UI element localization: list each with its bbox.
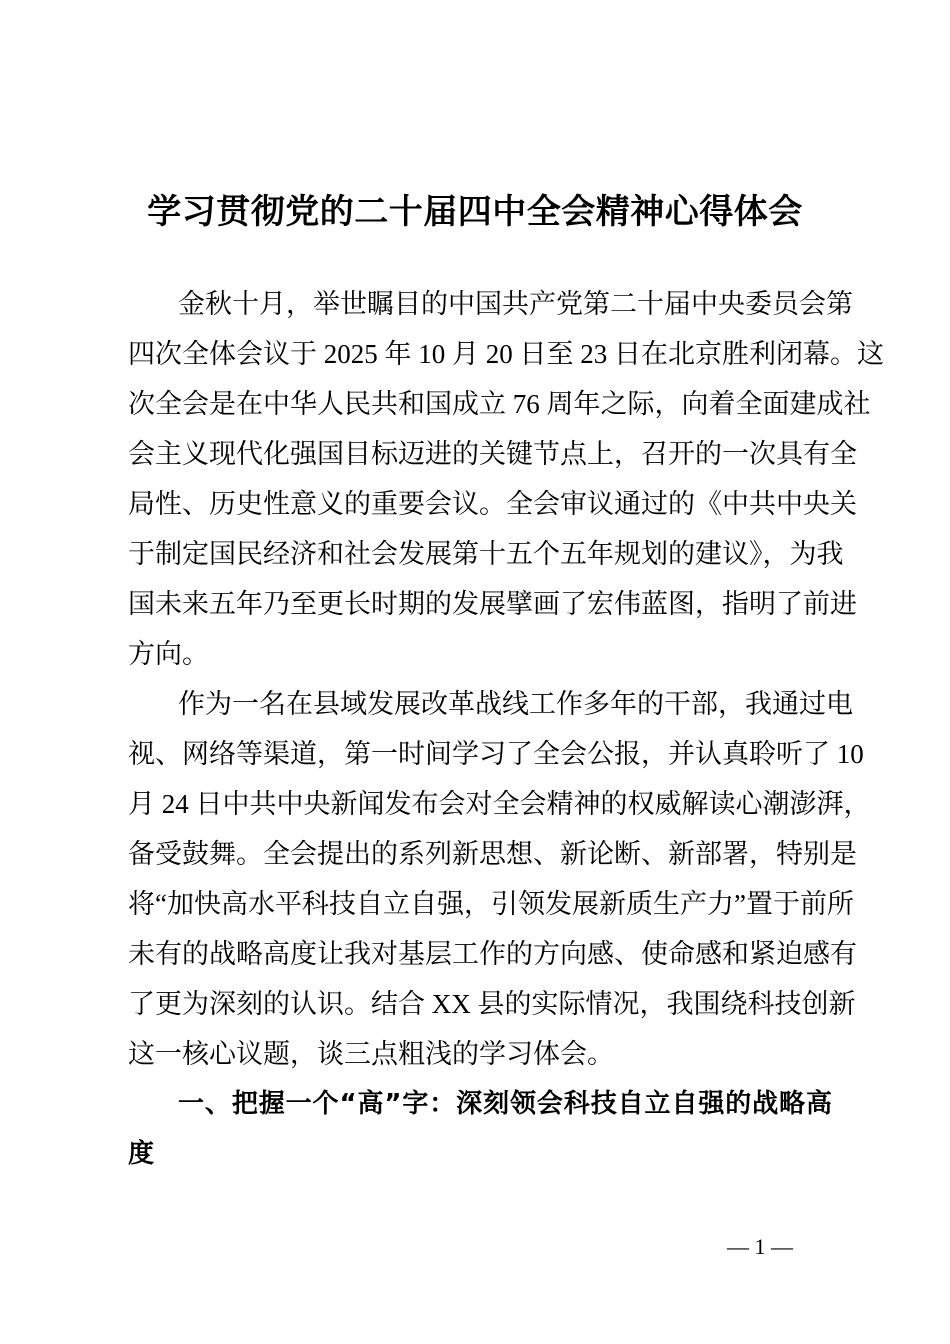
document-body <box>128 279 884 1179</box>
text-line: 次全会是在中华人民共和国成立 76 周年之际，向着全面建成社 <box>128 389 871 419</box>
text-line: 备受鼓舞。全会提出的系列新思想、新论断、新部署，特别是 <box>128 839 857 869</box>
heading-line: 度 <box>128 1139 155 1169</box>
text-line: 金秋十月，举世瞩目的中国共产党第二十届中央委员会第 <box>178 289 853 319</box>
paragraph-intro <box>128 279 884 679</box>
paragraph-reflection <box>128 679 871 1079</box>
text-line: 这一核心议题，谈三点粗浅的学习体会。 <box>128 1039 614 1069</box>
text-line: 作为一名在县域发展改革战线工作多年的干部，我通过电 <box>178 689 853 719</box>
text-line: 国未来五年乃至更长时期的发展擘画了宏伟蓝图，指明了前进 <box>128 589 857 619</box>
heading-line: 一、把握一个“高”字：深刻领会科技自立自强的战略高 <box>178 1089 832 1119</box>
text-line: 未有的战略高度让我对基层工作的方向感、使命感和紧迫感有 <box>128 939 857 969</box>
text-line: 四次全体会议于 2025 年 10 月 20 日至 23 日在北京胜利闭幕。这 <box>128 339 884 369</box>
page-number: — 1 — <box>727 1234 793 1259</box>
section-heading-1 <box>128 1079 832 1179</box>
document-title: 学习贯彻党的二十届四中全会精神心得体会 <box>147 192 803 232</box>
text-line: 方向。 <box>128 639 209 669</box>
text-line: 月 24 日中共中央新闻发布会对全会精神的权威解读心潮澎湃， <box>128 789 871 819</box>
text-line: 于制定国民经济和社会发展第十五个五年规划的建议》，为我 <box>128 539 844 569</box>
text-line: 局性、历史性意义的重要会议。全会审议通过的《中共中央关 <box>128 489 857 519</box>
text-line: 了更为深刻的认识。结合 XX 县的实际情况，我围绕科技创新 <box>128 989 856 1019</box>
text-line: 会主义现代化强国目标迈进的关键节点上，召开的一次具有全 <box>128 439 857 469</box>
text-line: 视、网络等渠道，第一时间学习了全会公报，并认真聆听了 10 <box>128 739 864 769</box>
text-line: 将“加快高水平科技自立自强，引领发展新质生产力”置于前所 <box>128 889 854 919</box>
